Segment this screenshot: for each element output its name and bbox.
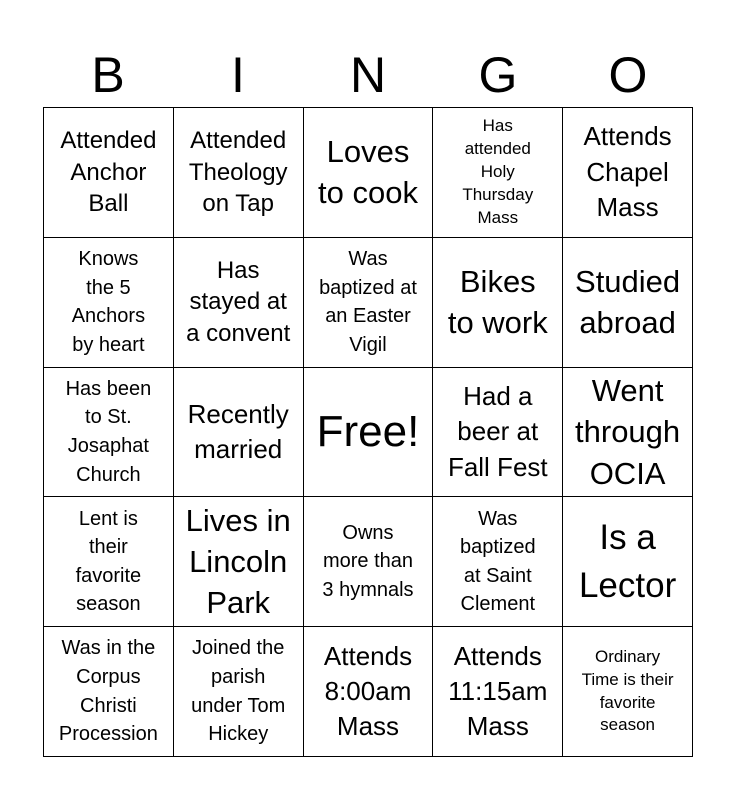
cell-text: Was in the Corpus Christi Procession	[58, 637, 158, 746]
bingo-cell[interactable]	[433, 108, 563, 238]
cell-text: Went through OCIA	[575, 373, 681, 491]
bingo-cell[interactable]	[433, 497, 563, 627]
bingo-cell[interactable]	[304, 627, 434, 757]
bingo-cell[interactable]	[44, 497, 174, 627]
bingo-cell[interactable]	[174, 238, 304, 368]
cell-text: Is a Lector	[578, 518, 677, 605]
cell-text: Attended Anchor Ball	[60, 126, 157, 218]
cell-text: Has been to St. Josaphat Church	[65, 377, 152, 486]
bingo-cell[interactable]	[563, 238, 693, 368]
cell-text: Attended Theology on Tap	[188, 126, 288, 218]
cell-text: Lives in Lincoln Park	[185, 502, 291, 621]
bingo-cell[interactable]	[174, 108, 304, 238]
bingo-cell[interactable]	[433, 238, 563, 368]
cell-text: Bikes to work	[447, 263, 548, 341]
cell-text: Ordinary Time is their favorite season	[581, 647, 674, 735]
header-letter-i: I	[231, 47, 245, 103]
cell-text: Lent is their favorite season	[75, 507, 142, 616]
bingo-cell[interactable]	[44, 368, 174, 498]
bingo-cell[interactable]	[304, 108, 434, 238]
cell-text: Was baptized at an Easter Vigil	[319, 248, 417, 356]
bingo-cell[interactable]	[44, 238, 174, 368]
bingo-cell[interactable]	[433, 368, 563, 498]
cell-text: Loves to cook	[318, 134, 418, 211]
header-letter-n: N	[349, 47, 387, 103]
header-letter-o: O	[608, 47, 648, 103]
bingo-cell[interactable]	[304, 497, 434, 627]
bingo-cell[interactable]	[174, 368, 304, 498]
bingo-cell[interactable]	[44, 627, 174, 757]
cell-text: Recently married	[187, 398, 289, 464]
bingo-cell[interactable]	[563, 627, 693, 757]
cell-text: Has attended Holy Thursday Mass	[462, 116, 534, 227]
bingo-cell[interactable]	[304, 238, 434, 368]
cell-text: Had a beer at Fall Fest	[447, 380, 548, 482]
header-letter-g: G	[478, 47, 518, 103]
bingo-header	[43, 42, 693, 108]
cell-text: Attends Chapel Mass	[583, 121, 672, 223]
bingo-cell[interactable]	[174, 497, 304, 627]
bingo-cell[interactable]	[44, 108, 174, 238]
free-space-text: Free!	[316, 406, 420, 456]
bingo-cell[interactable]	[563, 497, 693, 627]
bingo-cell[interactable]	[174, 627, 304, 757]
cell-text: Was baptized at Saint Clement	[459, 507, 536, 616]
bingo-cell[interactable]	[433, 627, 563, 757]
cell-text: Knows the 5 Anchors by heart	[71, 248, 146, 356]
cell-text: Studied abroad	[575, 263, 681, 341]
cell-text: Attends 8:00am Mass	[323, 640, 413, 742]
header-letter-b: B	[91, 47, 125, 103]
bingo-board	[43, 107, 693, 757]
cell-text: Owns more than 3 hymnals	[322, 521, 414, 602]
bingo-cell[interactable]	[563, 108, 693, 238]
bingo-cell[interactable]	[563, 368, 693, 498]
cell-text: Joined the parish under Tom Hickey	[191, 637, 286, 746]
cell-text: Attends 11:15am Mass	[448, 640, 548, 742]
free-space-cell[interactable]	[304, 368, 434, 498]
cell-text: Has stayed at a convent	[186, 256, 291, 348]
